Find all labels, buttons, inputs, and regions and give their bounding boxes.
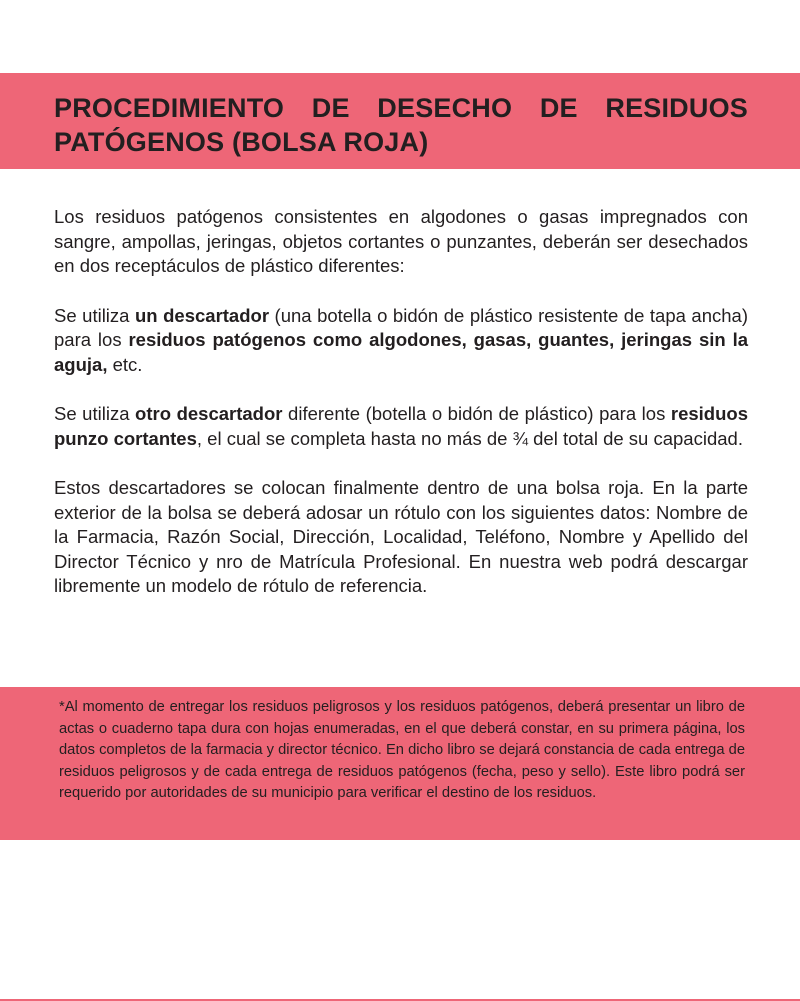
p2-text-1: Se utiliza (54, 304, 135, 326)
note-banner (0, 687, 800, 840)
title-banner (0, 73, 800, 169)
procedure-body (54, 205, 748, 599)
label-paragraph: Estos descartadores se colocan finalmente dentro de una bolsa roja. En la parte exterior de la bolsa se deberá adosar un rótulo con los siguientes datos: Nombre de la Farmacia, Razón Social, Dirección, Localidad, Teléfono, Nombre y Apellido del Director Técnico y nro de Matrícula Profesional. En nuestra web podrá descargar libremente un modelo de rótulo de referencia. (54, 477, 748, 596)
p3-text-3: , el cual se completa hasta no más de ¾ del total de su capacidad. (196, 427, 743, 449)
intro-paragraph: Los residuos patógenos consistentes en algodones o gasas impregnados con sangre, ampollas, jeringas, objetos cortantes o punzantes, deberán ser desechados en dos receptáculos de plástico diferentes: (54, 206, 748, 276)
p2-text-2: (una botella o bidón de plástico resistente de tapa ancha) para los (54, 304, 748, 350)
p2-bold-1: un descartador (134, 304, 270, 326)
p3-bold-1: otro descartador (135, 403, 283, 424)
p2-bold-2: residuos patógenos como algodones, gasas, guantes, jeringas sin la aguja, (54, 329, 748, 375)
p3-text-2: diferente (botella o bidón de plástico) para los (282, 403, 671, 424)
second-container-paragraph (54, 402, 748, 451)
p2-text-3: etc. (107, 353, 143, 375)
p3-bold-2: residuos punzo cortantes (54, 403, 748, 449)
footnote-text: *Al momento de entregar los residuos peligrosos y los residuos patógenos, deberá presentar un libro de actas o cuaderno tapa dura con hojas enumeradas, en el que deberá constar, en su primera página, los datos completos de la farmacia y director técnico. En dicho libro se dejará constancia de cada entrega de residuos peligrosos y de cada entrega de residuos patógenos (fecha, peso y sello). Este libro podrá ser requerido por autoridades de su municipio para verificar el destino de los residuos. (59, 699, 745, 801)
p3-text-1: Se utiliza (54, 403, 136, 424)
first-container-paragraph (54, 304, 748, 378)
page-title: PROCEDIMIENTO DE DESECHO DE RESIDUOS PATÓGENOS (BOLSA ROJA) (54, 93, 748, 157)
